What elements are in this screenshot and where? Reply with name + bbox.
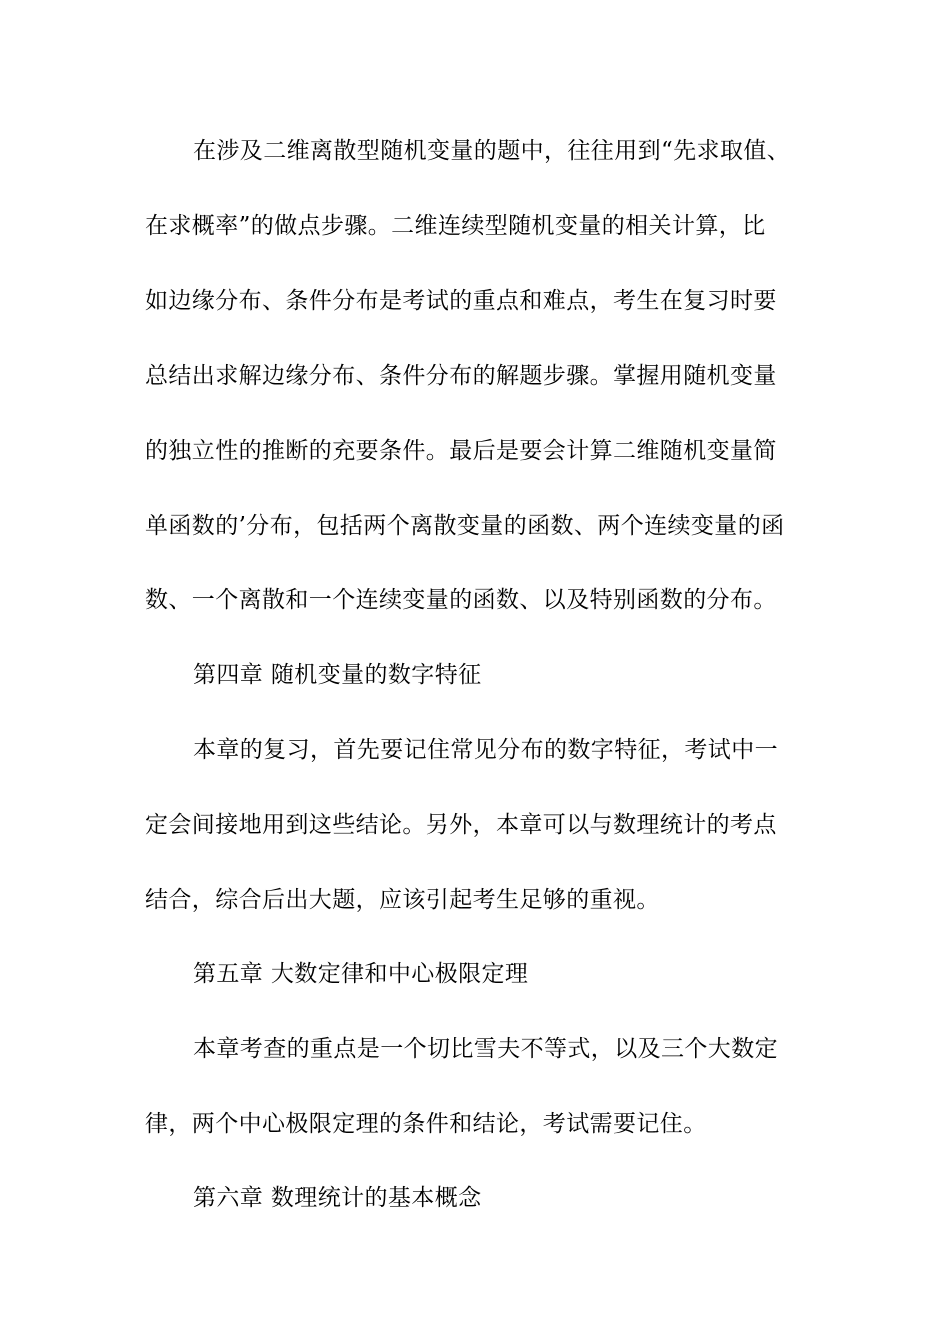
paragraph-line: 结合，综合后出大题，应该引起考生足够的重视。 <box>145 887 660 913</box>
paragraph-line: 单函数的’分布，包括两个离散变量的函数、两个连续变量的函 <box>145 513 785 539</box>
paragraph-line: 如边缘分布、条件分布是考试的重点和难点，考生在复习时要 <box>145 288 777 314</box>
paragraph-line: 在涉及二维离散型随机变量的题中，往往用到“先求取值、 <box>193 138 791 164</box>
paragraph-line: 总结出求解边缘分布、条件分布的解题步骤。掌握用随机变量 <box>145 363 777 389</box>
paragraph-line: 律，两个中心极限定理的条件和结论，考试需要记住。 <box>145 1111 707 1137</box>
paragraph-line: 的独立性的推断的充要条件。最后是要会计算二维随机变量简 <box>145 438 777 464</box>
paragraph-line: 在求概率”的做点步骤。二维连续型随机变量的相关计算，比 <box>145 213 766 239</box>
chapter-heading: 第四章 随机变量的数字特征 <box>193 662 482 688</box>
chapter-heading: 第六章 数理统计的基本概念 <box>193 1185 482 1211</box>
paragraph-line: 数、一个离散和一个连续变量的函数、以及特别函数的分布。 <box>145 587 777 613</box>
paragraph-line: 本章考查的重点是一个切比雪夫不等式，以及三个大数定 <box>193 1036 778 1062</box>
paragraph-line: 本章的复习，首先要记住常见分布的数字特征，考试中一 <box>193 737 778 763</box>
paragraph-line: 定会间接地用到这些结论。另外，本章可以与数理统计的考点 <box>145 812 777 838</box>
chapter-heading: 第五章 大数定律和中心极限定理 <box>193 961 529 987</box>
